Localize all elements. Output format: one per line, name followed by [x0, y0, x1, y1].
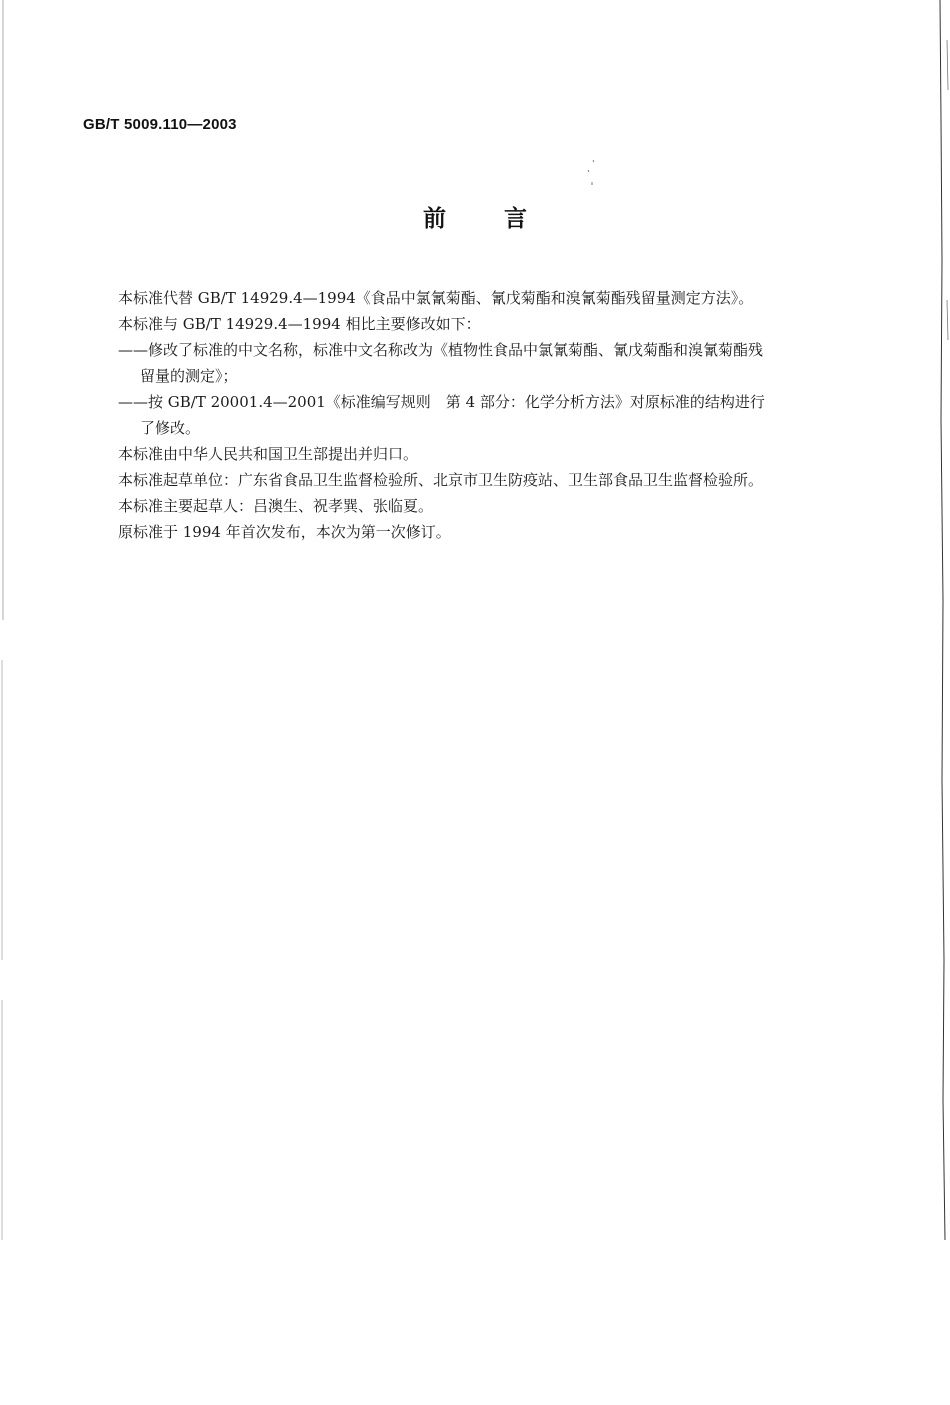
page-title: 前言: [423, 206, 585, 232]
paragraph-drafting-units: 本标准起草单位：广东省食品卫生监督检验所、北京市卫生防疫站、卫生部食品卫生监督检验所。: [118, 471, 764, 489]
paragraph-change-structure: ——按 GB/T 20001.4—2001《标准编写规则 第 4 部分：化学分析方法》对原标准的结构进行: [118, 393, 765, 411]
paragraph-change-name: ——修改了标准的中文名称，标准中文名称改为《植物性食品中氯氰菊酯、氰戊菊酯和溴氰菊酯残: [118, 341, 764, 359]
scan-edge-right: [938, 0, 950, 1240]
paragraph-history: 原标准于 1994 年首次发布，本次为第一次修订。: [118, 523, 451, 541]
paragraph-change-structure-cont: 了修改。: [140, 419, 201, 437]
paragraph-drafters: 本标准主要起草人：吕澳生、祝孝巽、张临夏。: [118, 497, 434, 515]
paragraph-changes-intro: 本标准与 GB/T 14929.4—1994 相比主要修改如下：: [118, 315, 481, 333]
standard-code: GB/T 5009.110—2003: [83, 116, 237, 133]
paragraph-proposer: 本标准由中华人民共和国卫生部提出并归口。: [118, 445, 419, 463]
paragraph-change-name-cont: 留量的测定》；: [140, 367, 238, 385]
paragraph-replaces: 本标准代替 GB/T 14929.4—1994《食品中氯氰菊酯、氰戊菊酯和溴氰菊酯残留量测定方法》。: [118, 289, 754, 307]
scan-speck: [587, 158, 595, 188]
scan-edge-left: [0, 0, 6, 1240]
